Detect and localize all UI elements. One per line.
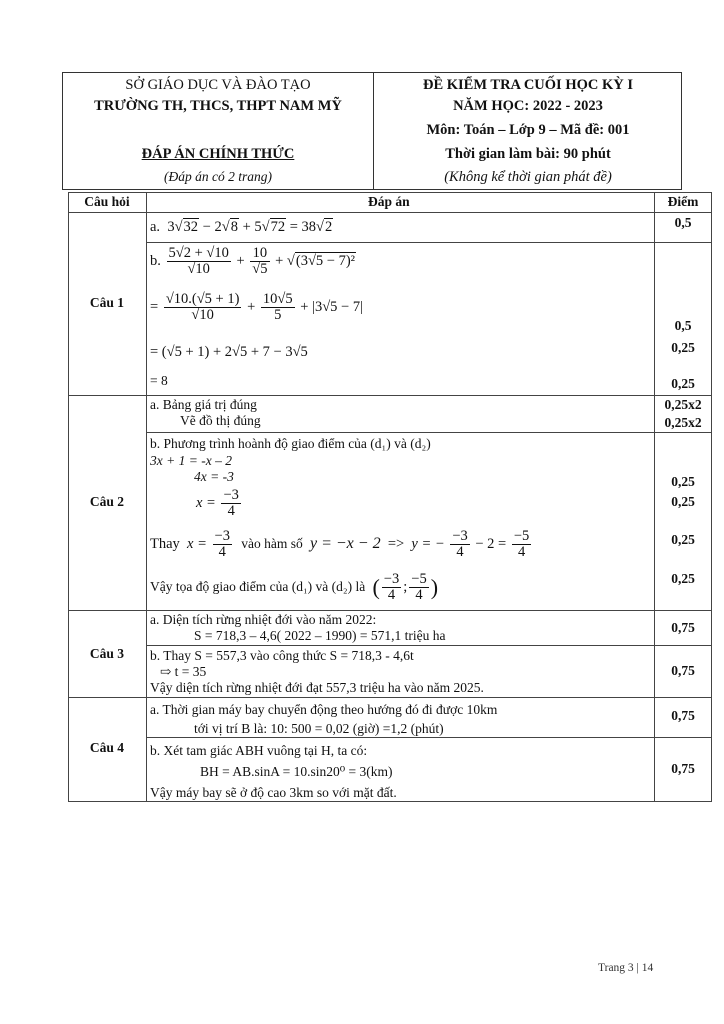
table-rule xyxy=(146,192,147,802)
q4a-line-2: tới vị trí B là: 10: 500 = 0,02 (giờ) =1,2 (phút) xyxy=(194,721,444,736)
q1b-points-1: 0,5 xyxy=(674,318,692,333)
q2b-points-2: 0,25 xyxy=(671,494,695,509)
header-right xyxy=(373,73,683,189)
col-answer-header: Đáp án xyxy=(368,194,410,209)
q1a-points: 0,5 xyxy=(674,215,692,230)
q3a-points: 0,75 xyxy=(671,620,695,635)
q3b-points: 0,75 xyxy=(671,663,695,678)
q2b-line-1: b. Phương trình hoành độ giao điểm của (d₁) và (d₂) xyxy=(150,436,431,451)
answer-note: (Đáp án có 2 trang) xyxy=(164,169,272,184)
q1b-step-2: = (√5 + 1) + 2√5 + 7 − 3√5 xyxy=(150,344,308,360)
exam-title: ĐỀ KIỂM TRA CUỐI HỌC KỲ I xyxy=(422,77,633,93)
table-rule xyxy=(68,610,712,611)
table-rule xyxy=(68,395,712,396)
q4b-line-3: Vậy máy bay sẽ ở độ cao 3km so với mặt đất. xyxy=(150,785,397,800)
time-line: Thời gian làm bài: 90 phút xyxy=(445,146,611,162)
school-name: TRƯỜNG TH, THCS, THPT NAM MỸ xyxy=(94,98,342,114)
table-rule xyxy=(146,737,712,738)
exam-header xyxy=(62,72,682,190)
q2b-conclusion: Vậy tọa độ giao điểm của (d₁) và (d₂) là ( $\frac{-3}{4}$ ; $\frac{-5}{4}$ ) xyxy=(150,571,439,603)
table-rule xyxy=(68,697,712,698)
q1b-points-3: 0,25 xyxy=(671,376,695,391)
table-rule xyxy=(68,212,712,213)
answer-table xyxy=(68,192,712,802)
q1b-points-2: 0,25 xyxy=(671,340,695,355)
question-label-3: Câu 3 xyxy=(89,646,125,661)
q1b-result: = 8 xyxy=(150,373,168,388)
col-question-header: Câu hỏi xyxy=(84,194,130,209)
q2a-line-2: Vẽ đồ thị đúng xyxy=(180,413,261,428)
question-label-4: Câu 4 xyxy=(89,740,125,755)
department-name: SỞ GIÁO DỤC VÀ ĐÀO TẠO xyxy=(125,77,311,93)
question-label-2: Câu 2 xyxy=(89,494,125,509)
q3b-line-2: ⇨ t = 35 xyxy=(160,664,207,679)
table-rule xyxy=(146,432,712,433)
table-rule xyxy=(68,192,712,193)
q3a-line-2: S = 718,3 – 4,6( 2022 – 1990) = 571,1 triệu ha xyxy=(194,628,446,643)
subject-line: Môn: Toán – Lớp 9 – Mã đề: 001 xyxy=(426,122,630,138)
table-rule xyxy=(146,645,712,646)
q2a-points-2: 0,25x2 xyxy=(664,415,702,430)
school-year: NĂM HỌC: 2022 - 2023 xyxy=(453,98,603,114)
q2a-line-1: a. Bảng giá trị đúng xyxy=(150,397,257,412)
q4b-line-1: b. Xét tam giác ABH vuông tại H, ta có: xyxy=(150,743,368,758)
q1a-expression: a. 3√32 − 2√8 + 5√72 = 38√2 xyxy=(150,219,333,235)
q1b-expression: b. $\frac{5√2 + √10}{√10}$ + $\frac{10}{√5}$ + √(3√5 − 7)² xyxy=(150,245,356,277)
page-number: Trang 3 | 14 xyxy=(598,962,654,974)
table-rule xyxy=(68,801,712,802)
question-label-1: Câu 1 xyxy=(89,295,125,310)
q2b-line-2: 3x + 1 = -x – 2 xyxy=(150,453,232,468)
table-rule xyxy=(146,242,712,243)
q4b-line-2: BH = AB.sinA = 10.sin20⁰ = 3(km) xyxy=(200,764,393,779)
header-left xyxy=(63,73,374,189)
q2b-solution-x: x = $\frac{-3}{4}$ xyxy=(196,487,239,519)
q4b-points: 0,75 xyxy=(671,761,695,776)
q2b-points-1: 0,25 xyxy=(671,474,695,489)
q2b-points-4: 0,25 xyxy=(671,571,695,586)
q1b-step-1: = $\frac{√10.(√5 + 1)}{√10}$ + $\frac{10√5}{5}$ + |3√5 − 7| xyxy=(150,291,363,323)
time-note: (Không kể thời gian phát đề) xyxy=(444,169,612,185)
q2b-line-3: 4x = -3 xyxy=(194,469,234,484)
answer-title: ĐÁP ÁN CHÍNH THỨC xyxy=(141,146,295,162)
q3a-line-1: a. Diện tích rừng nhiệt đới vào năm 2022: xyxy=(150,612,377,627)
col-points-header: Điểm xyxy=(667,194,699,209)
q4a-line-1: a. Thời gian máy bay chuyển động theo hướng đó đi được 10km xyxy=(150,702,498,717)
q3b-line-3: Vậy diện tích rừng nhiệt đới đạt 557,3 triệu ha vào năm 2025. xyxy=(150,680,484,695)
q2a-points-1: 0,25x2 xyxy=(664,397,702,412)
q3b-line-1: b. Thay S = 557,3 vào công thức S = 718,3 - 4,6t xyxy=(150,648,414,663)
q2b-substitute: Thay x = $\frac{-3}{4}$ vào hàm số y = −x − 2 => y = − $\frac{-3}{4}$ − 2 = $\frac{-5}{4}$ xyxy=(150,528,530,560)
q2b-points-3: 0,25 xyxy=(671,532,695,547)
q4a-points: 0,75 xyxy=(671,708,695,723)
